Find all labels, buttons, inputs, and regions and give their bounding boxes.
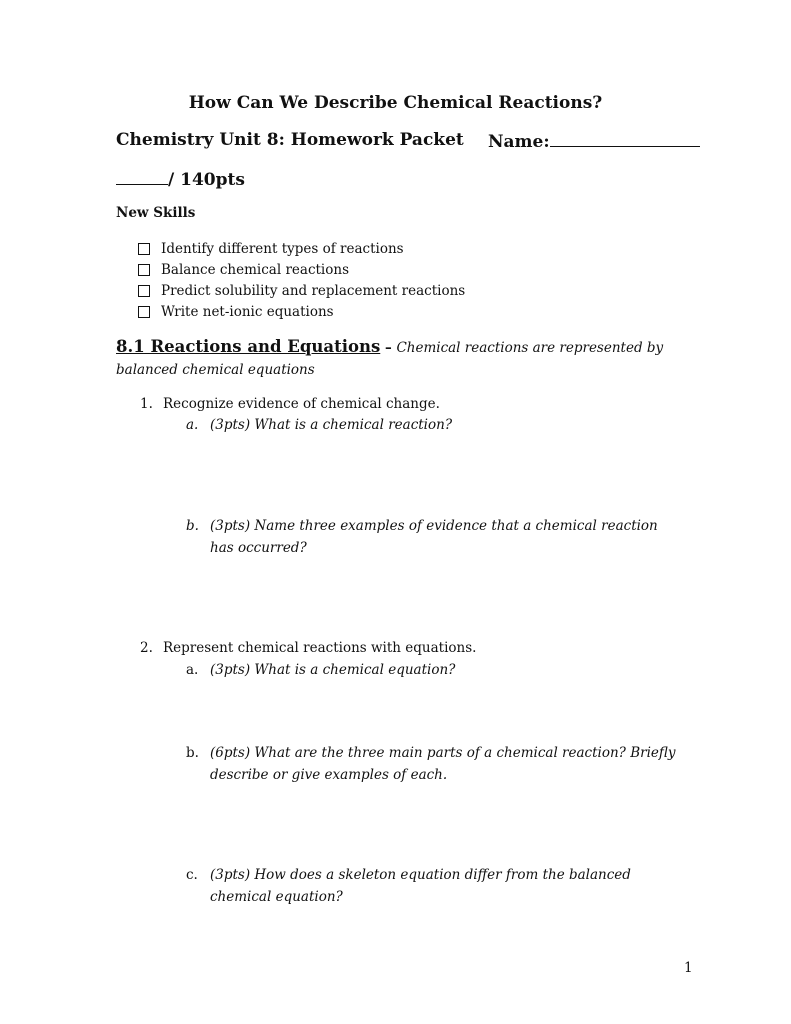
document-title: How Can We Describe Chemical Reactions? (188, 93, 603, 113)
question-1a-letter: a. (186, 417, 199, 433)
skill-label: Write net-ionic equations (161, 303, 334, 320)
question-1a-text: (3pts) What is a chemical reaction? (210, 417, 453, 433)
name-label: Name: (488, 132, 550, 152)
checkbox-icon (138, 285, 150, 297)
checkbox-icon (138, 243, 150, 255)
unit-heading: Chemistry Unit 8: Homework Packet (116, 130, 464, 150)
question-2-number: 2. (140, 640, 153, 656)
name-blank-line (550, 130, 700, 147)
skill-label: Identify different types of reactions (161, 240, 404, 257)
skill-item (138, 259, 465, 280)
question-2c-letter: c. (186, 867, 198, 883)
score-field (116, 168, 245, 190)
score-blank-line (116, 168, 168, 185)
checkbox-icon (138, 264, 150, 276)
skills-checklist (138, 238, 465, 322)
question-1-number: 1. (140, 396, 153, 412)
skill-item (138, 280, 465, 301)
question-2b-letter: b. (186, 745, 199, 761)
skill-label: Balance chemical reactions (161, 261, 349, 278)
section-title: 8.1 Reactions and Equations (116, 337, 381, 356)
skills-heading: New Skills (116, 205, 196, 221)
name-field (488, 130, 700, 152)
skill-label: Predict solubility and replacement reactions (161, 282, 466, 299)
question-2a-letter: a. (186, 662, 199, 678)
page-number: 1 (684, 960, 693, 976)
skill-item (138, 301, 465, 322)
question-2c-text: (3pts) How does a skeleton equation differ from the balanced chemical equation? (210, 867, 631, 905)
skill-item (138, 238, 465, 259)
question-2-text: Represent chemical reactions with equations. (163, 640, 477, 656)
section-dash: – (380, 340, 397, 356)
question-2a-text: (3pts) What is a chemical equation? (210, 662, 456, 678)
question-1b-letter: b. (186, 518, 199, 534)
question-1b-text: (3pts) Name three examples of evidence that a chemical reaction has occurred? (210, 518, 658, 556)
section-heading (116, 336, 696, 381)
question-1-text: Recognize evidence of chemical change. (163, 396, 440, 412)
score-total: / 140pts (168, 170, 245, 190)
question-2b-text: (6pts) What are the three main parts of a chemical reaction? Briefly describe or give examples of each. (210, 745, 676, 783)
section-subtitle: Chemical reactions are represented by balanced chemical equations (116, 340, 664, 378)
checkbox-icon (138, 306, 150, 318)
